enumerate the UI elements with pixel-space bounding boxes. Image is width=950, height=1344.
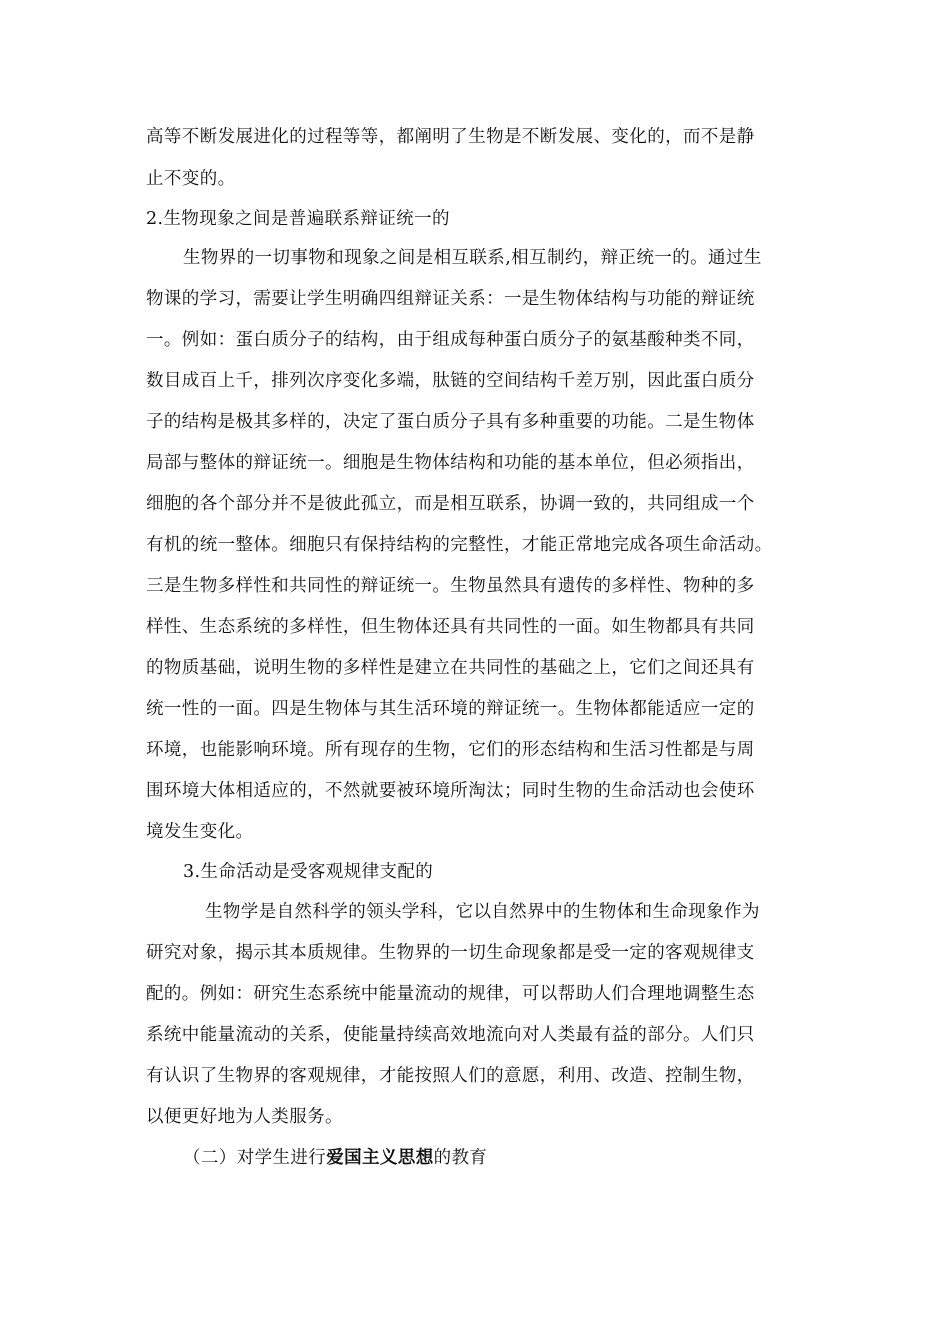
paragraph-line: 以便更好地为人类服务。 xyxy=(146,1107,343,1127)
paragraph-line: 有认识了生物界的客观规律，才能按照人们的意愿，利用、改造、控制生物， xyxy=(146,1066,755,1086)
paragraph-line: 环境，也能影响环境。所有现存的生物，它们的形态结构和生活习性都是与周 xyxy=(146,740,755,760)
paragraph-line: 系统中能量流动的关系，使能量持续高效地流向对人类最有益的部分。人们只 xyxy=(146,1025,755,1045)
paragraph-line: 局部与整体的辩证统一。细胞是生物体结构和功能的基本单位，但必须指出， xyxy=(146,453,755,473)
section-heading-prefix: （二）对学生进行 xyxy=(183,1148,327,1168)
paragraph-line: 生物学是自然科学的领头学科，它以自然界中的生物体和生命现象作为 xyxy=(205,902,760,922)
paragraph-line: 有机的统一整体。细胞只有保持结构的完整性，才能正常地完成各项生命活动。 xyxy=(146,535,773,555)
paragraph-line: 子的结构是极其多样的，决定了蛋白质分子具有多种重要的功能。二是生物体 xyxy=(146,412,755,432)
paragraph-line: 止不变的。 xyxy=(146,169,236,189)
paragraph-line: 细胞的各个部分并不是彼此孤立，而是相互联系，协调一致的，共同组成一个 xyxy=(146,494,755,514)
paragraph-line: 数目成百上千，排列次序变化多端，肽链的空间结构千差万别，因此蛋白质分 xyxy=(146,371,755,391)
paragraph-line: 配的。例如：研究生态系统中能量流动的规律，可以帮助人们合理地调整生态 xyxy=(146,984,755,1004)
paragraph-line: 统一性的一面。四是生物体与其生活环境的辩证统一。生物体都能适应一定的 xyxy=(146,699,755,719)
paragraph-line: 生物界的一切事物和现象之间是相互联系,相互制约，辩正统一的。通过生 xyxy=(183,248,762,268)
paragraph-line: 物课的学习，需要让学生明确四组辩证关系：一是生物体结构与功能的辩证统 xyxy=(146,289,755,309)
paragraph-line: 三是生物多样性和共同性的辩证统一。生物虽然具有遗传的多样性、物种的多 xyxy=(146,576,755,596)
section-heading-suffix: 的教育 xyxy=(433,1148,488,1168)
paragraph-line: 一。例如：蛋白质分子的结构，由于组成每种蛋白质分子的氨基酸种类不同， xyxy=(146,330,755,350)
section-heading-emphasis: 爱国主义思想 xyxy=(326,1148,434,1168)
paragraph-line: 样性、生态系统的多样性，但生物体还具有共同性的一面。如生物都具有共同 xyxy=(146,617,755,637)
paragraph-line: 高等不断发展进化的过程等等，都阐明了生物是不断发展、变化的，而不是静 xyxy=(146,127,755,147)
paragraph-line: 研究对象，揭示其本质规律。生物界的一切生命现象都是受一定的客观规律支 xyxy=(146,943,755,963)
subheading-3: 3.生命活动是受客观规律支配的 xyxy=(183,862,434,882)
paragraph-line: 境发生变化。 xyxy=(146,822,254,842)
paragraph-line: 围环境大体相适应的，不然就要被环境所淘汰；同时生物的生命活动也会使环 xyxy=(146,781,755,801)
subheading-2: 2.生物现象之间是普遍联系辩证统一的 xyxy=(146,209,450,229)
paragraph-line: 的物质基础，说明生物的多样性是建立在共同性的基础之上，它们之间还具有 xyxy=(146,658,755,678)
section-heading xyxy=(183,1146,487,1170)
